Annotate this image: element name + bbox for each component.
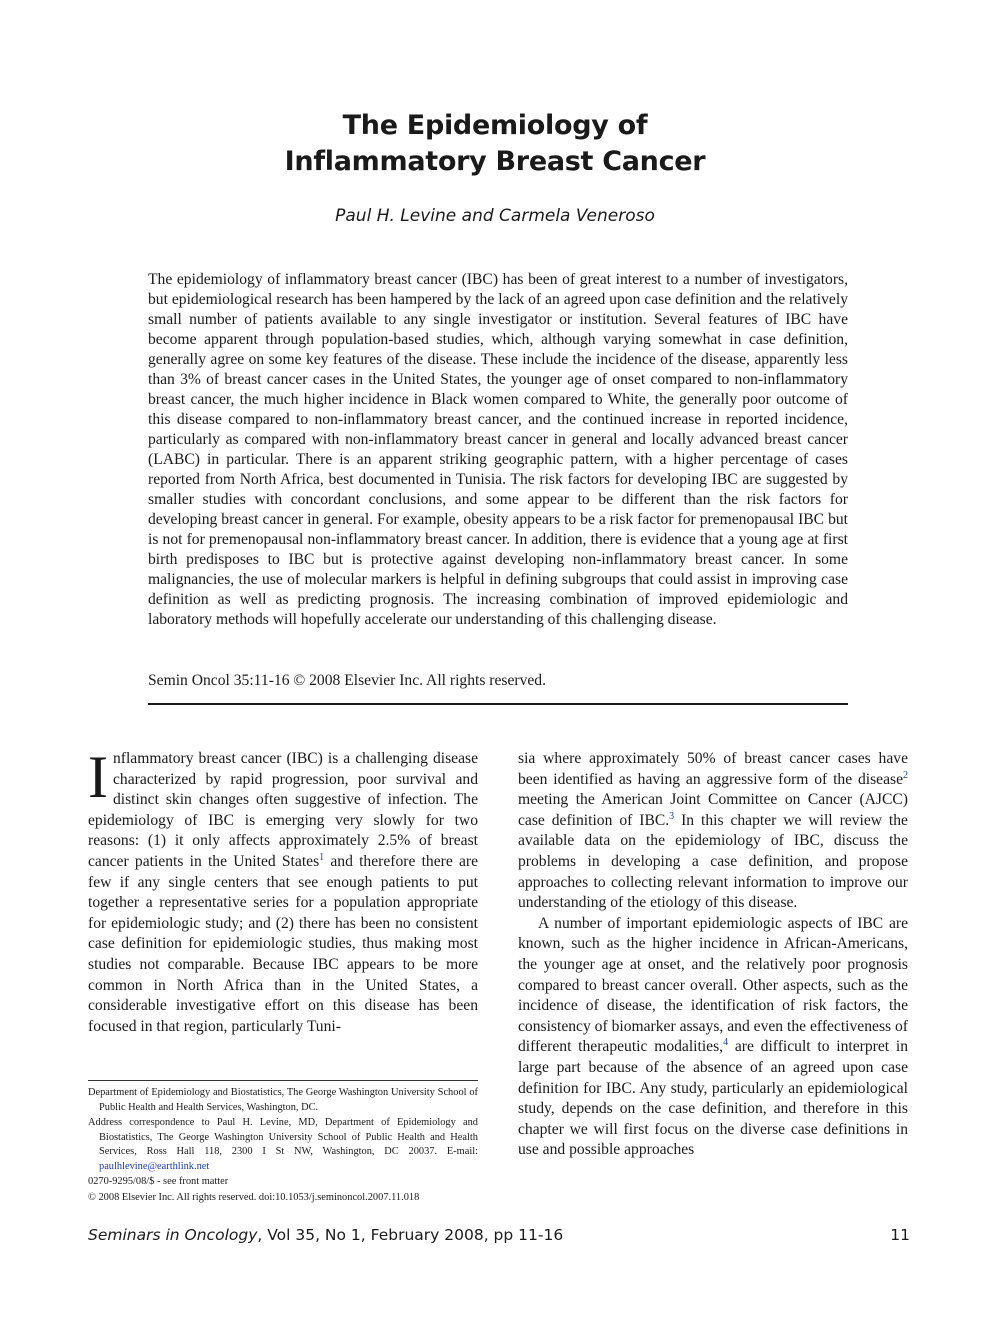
body-column-right — [518, 749, 908, 1161]
abstract — [148, 270, 848, 630]
copyright-note: © 2008 Elsevier Inc. All rights reserved. doi:10.1053/j.seminoncol.2007.11.018 — [88, 1191, 420, 1203]
second-paragraph — [518, 914, 908, 1161]
abstract-text: The epidemiology of inflammatory breast cancer (IBC) has been of great interest to a number of investigators, but epidemiological research has been hampered by the lack of an agreed upon case definition and the relatively small number of patients available to any single investigator or institution. Several features of IBC have become apparent through population-based studies, which, although varying somewhat in case definition, generally agree on some key features of the disease. These include the incidence of the disease, apparently less than 3% of breast cancer cases in the United States, the younger age of onset compared to non-inflammatory breast cancer, the much higher incidence in Black women compared to White, the generally poor outcome of this disease compared to non-inflammatory breast cancer, and the continued increase in reported incidence, particularly as compared with non-inflammatory breast cancer in general and locally advanced breast cancer (LABC) in particular. There is an apparent striking geographic pattern, with a higher percentage of cases reported from North Africa, best documented in Tunisia. The risk factors for developing IBC are suggested by smaller studies with concordant conclusions, and some appear to be different than the risk factors for developing breast cancer in general. For example, obesity appears to be a risk factor for premenopausal IBC but is not for premenopausal non-inflammatory breast cancer. In addition, there is evidence that a young age at first birth predisposes to IBC but is protective against developing non-inflammatory breast cancer. In some malignancies, the use of molecular markers is helpful in defining subgroups that could assist in improving case definition as well as predicting prognosis. The increasing combination of improved epidemiologic and laboratory methods will hopefully accelerate our understanding of this challenging disease. — [148, 271, 848, 628]
reference-link-1[interactable]: 1 — [319, 851, 325, 863]
paragraph-text: sia where approximately 50% of breast cancer cases have been identified as having an aggressive form of the disease — [518, 750, 908, 788]
body-column-left — [88, 744, 478, 1037]
paragraph-text: are difficult to interpret in large part because of the absence of an agreed upon case definition for IBC. Any study, particularly an epidemiological study, depends on the case definition, and therefore in this chapter we will first focus on the diverse case definitions in use and possible approaches — [518, 1038, 908, 1159]
journal-name: Seminars in Oncology — [88, 1226, 258, 1244]
reference-link-4[interactable]: 4 — [723, 1037, 729, 1049]
paragraph-text: A number of important epidemiologic aspects of IBC are known, such as the higher incidence in African-Americans, the younger age at onset, and the relatively poor prognosis compared to breast cancer overall. Other aspects, such as the incidence of disease, the identification of risk factors, the consistency of biomarker assays, and even the effectiveness of different therapeutic modalities, — [518, 914, 908, 1056]
issn-note: 0270-9295/08/$ - see front matter — [88, 1176, 229, 1187]
abstract-citation: Semin Oncol 35:11-16 © 2008 Elsevier Inc. All rights reserved. — [148, 672, 547, 689]
title-line-1: The Epidemiology of — [342, 110, 648, 141]
drop-cap: I — [88, 744, 108, 810]
correspondence-text: Address correspondence to Paul H. Levine, MD, Department of Epidemiology and Biostatistics, The George Washington University School of Public Health and Health Services, Ross Hall 118, 2300 I St NW, Washington, DC 20037. E-mail: — [88, 1117, 478, 1157]
reference-link-2[interactable]: 2 — [903, 769, 908, 781]
abstract-divider — [148, 703, 848, 705]
author-list: Paul H. Levine and Carmela Veneroso — [335, 206, 655, 226]
email-link[interactable]: paulhlevine@earthlink.net — [99, 1160, 210, 1172]
journal-footer — [88, 1225, 588, 1245]
journal-details: , Vol 35, No 1, February 2008, pp 11-16 — [257, 1226, 564, 1244]
affiliation-note: Department of Epidemiology and Biostatistics, The George Washington University School of Public Health and Health Services, Washington, DC. — [88, 1087, 478, 1113]
paragraph-text: In this chapter we will review the available data on the epidemiology of IBC, discuss the problems in developing a case definition, and propose approaches to collecting relevant information to improve our understanding of the etiology of this disease. — [518, 811, 908, 912]
intro-paragraph — [88, 744, 478, 1037]
paragraph-text: meeting the American Joint Committee on Cancer (AJCC) case definition of IBC. — [518, 791, 908, 829]
page-number: 11 — [890, 1226, 910, 1244]
title-line-2: Inflammatory Breast Cancer — [284, 146, 706, 177]
paragraph-text: and therefore there are few if any single centers that see enough patients to put together a representative series for a population appropriate for epidemiologic study; and (2) there has been no consistent case definition for epidemiologic studies, thus making most studies not comparable. Because IBC appears to be more common in North Africa than in the United States, a considerable investigative effort on this disease has been focused in that region, particularly Tuni- — [88, 852, 478, 1035]
correspondence-note — [88, 1116, 478, 1174]
paragraph-text: nflammatory breast cancer (IBC) is a challenging disease characterized by rapid progression, poor survival and distinct skin changes often suggestive of infection. The epidemiology of IBC is emerging very slowly for two reasons: (1) it only affects approximately 2.5% of breast cancer patients in the United States — [88, 750, 478, 870]
reference-link-3[interactable]: 3 — [669, 810, 675, 822]
footnotes — [88, 1086, 478, 1206]
article-title — [0, 108, 990, 180]
footnote-divider — [88, 1080, 478, 1081]
intro-paragraph-continued — [518, 749, 908, 914]
